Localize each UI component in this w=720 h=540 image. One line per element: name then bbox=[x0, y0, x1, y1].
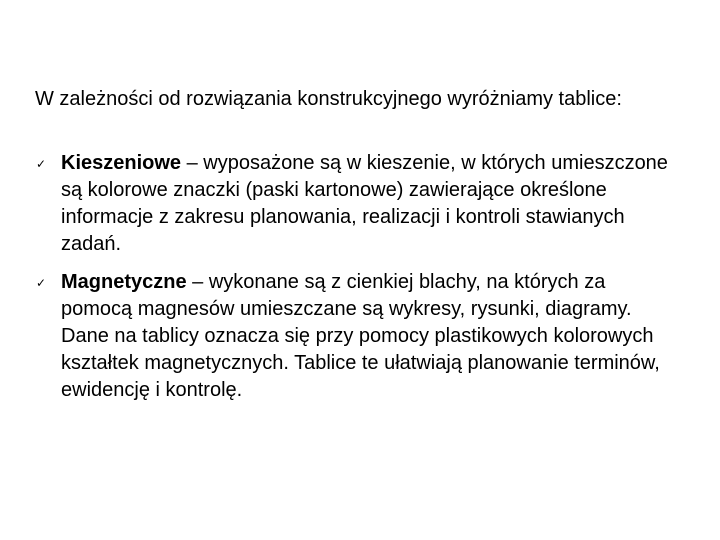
bullet-term: Magnetyczne bbox=[61, 271, 187, 293]
checkmark-icon: ✓ bbox=[36, 276, 47, 290]
bullet-text: – wyposażone są w kieszenie, w których umieszczone są kolorowe znaczki (paski kartonowe) zawierające określone informacje z zakresu planowania, realizacji i kontroli stawianych zadań. bbox=[61, 152, 668, 255]
list-item-kieszeniowe bbox=[0, 150, 681, 258]
bullet-term: Kieszeniowe bbox=[61, 152, 182, 174]
bullet-text: – wykonane są z cienkiej blachy, na których za pomocą magnesów umieszczane są wykresy, rysunki, diagramy. Dane na tablicy oznacza się przy pomocy plastikowych kolorowych kształtek magnetycznych. Tablice te ułatwiają planowanie terminów, ewidencję i kontrolę. bbox=[61, 271, 660, 401]
checkmark-icon: ✓ bbox=[36, 157, 47, 171]
bullet-list bbox=[0, 150, 720, 415]
intro-text: W zależności od rozwiązania konstrukcyjnego wyróżniamy tablice: bbox=[35, 88, 622, 110]
list-item-magnetyczne bbox=[0, 269, 681, 404]
